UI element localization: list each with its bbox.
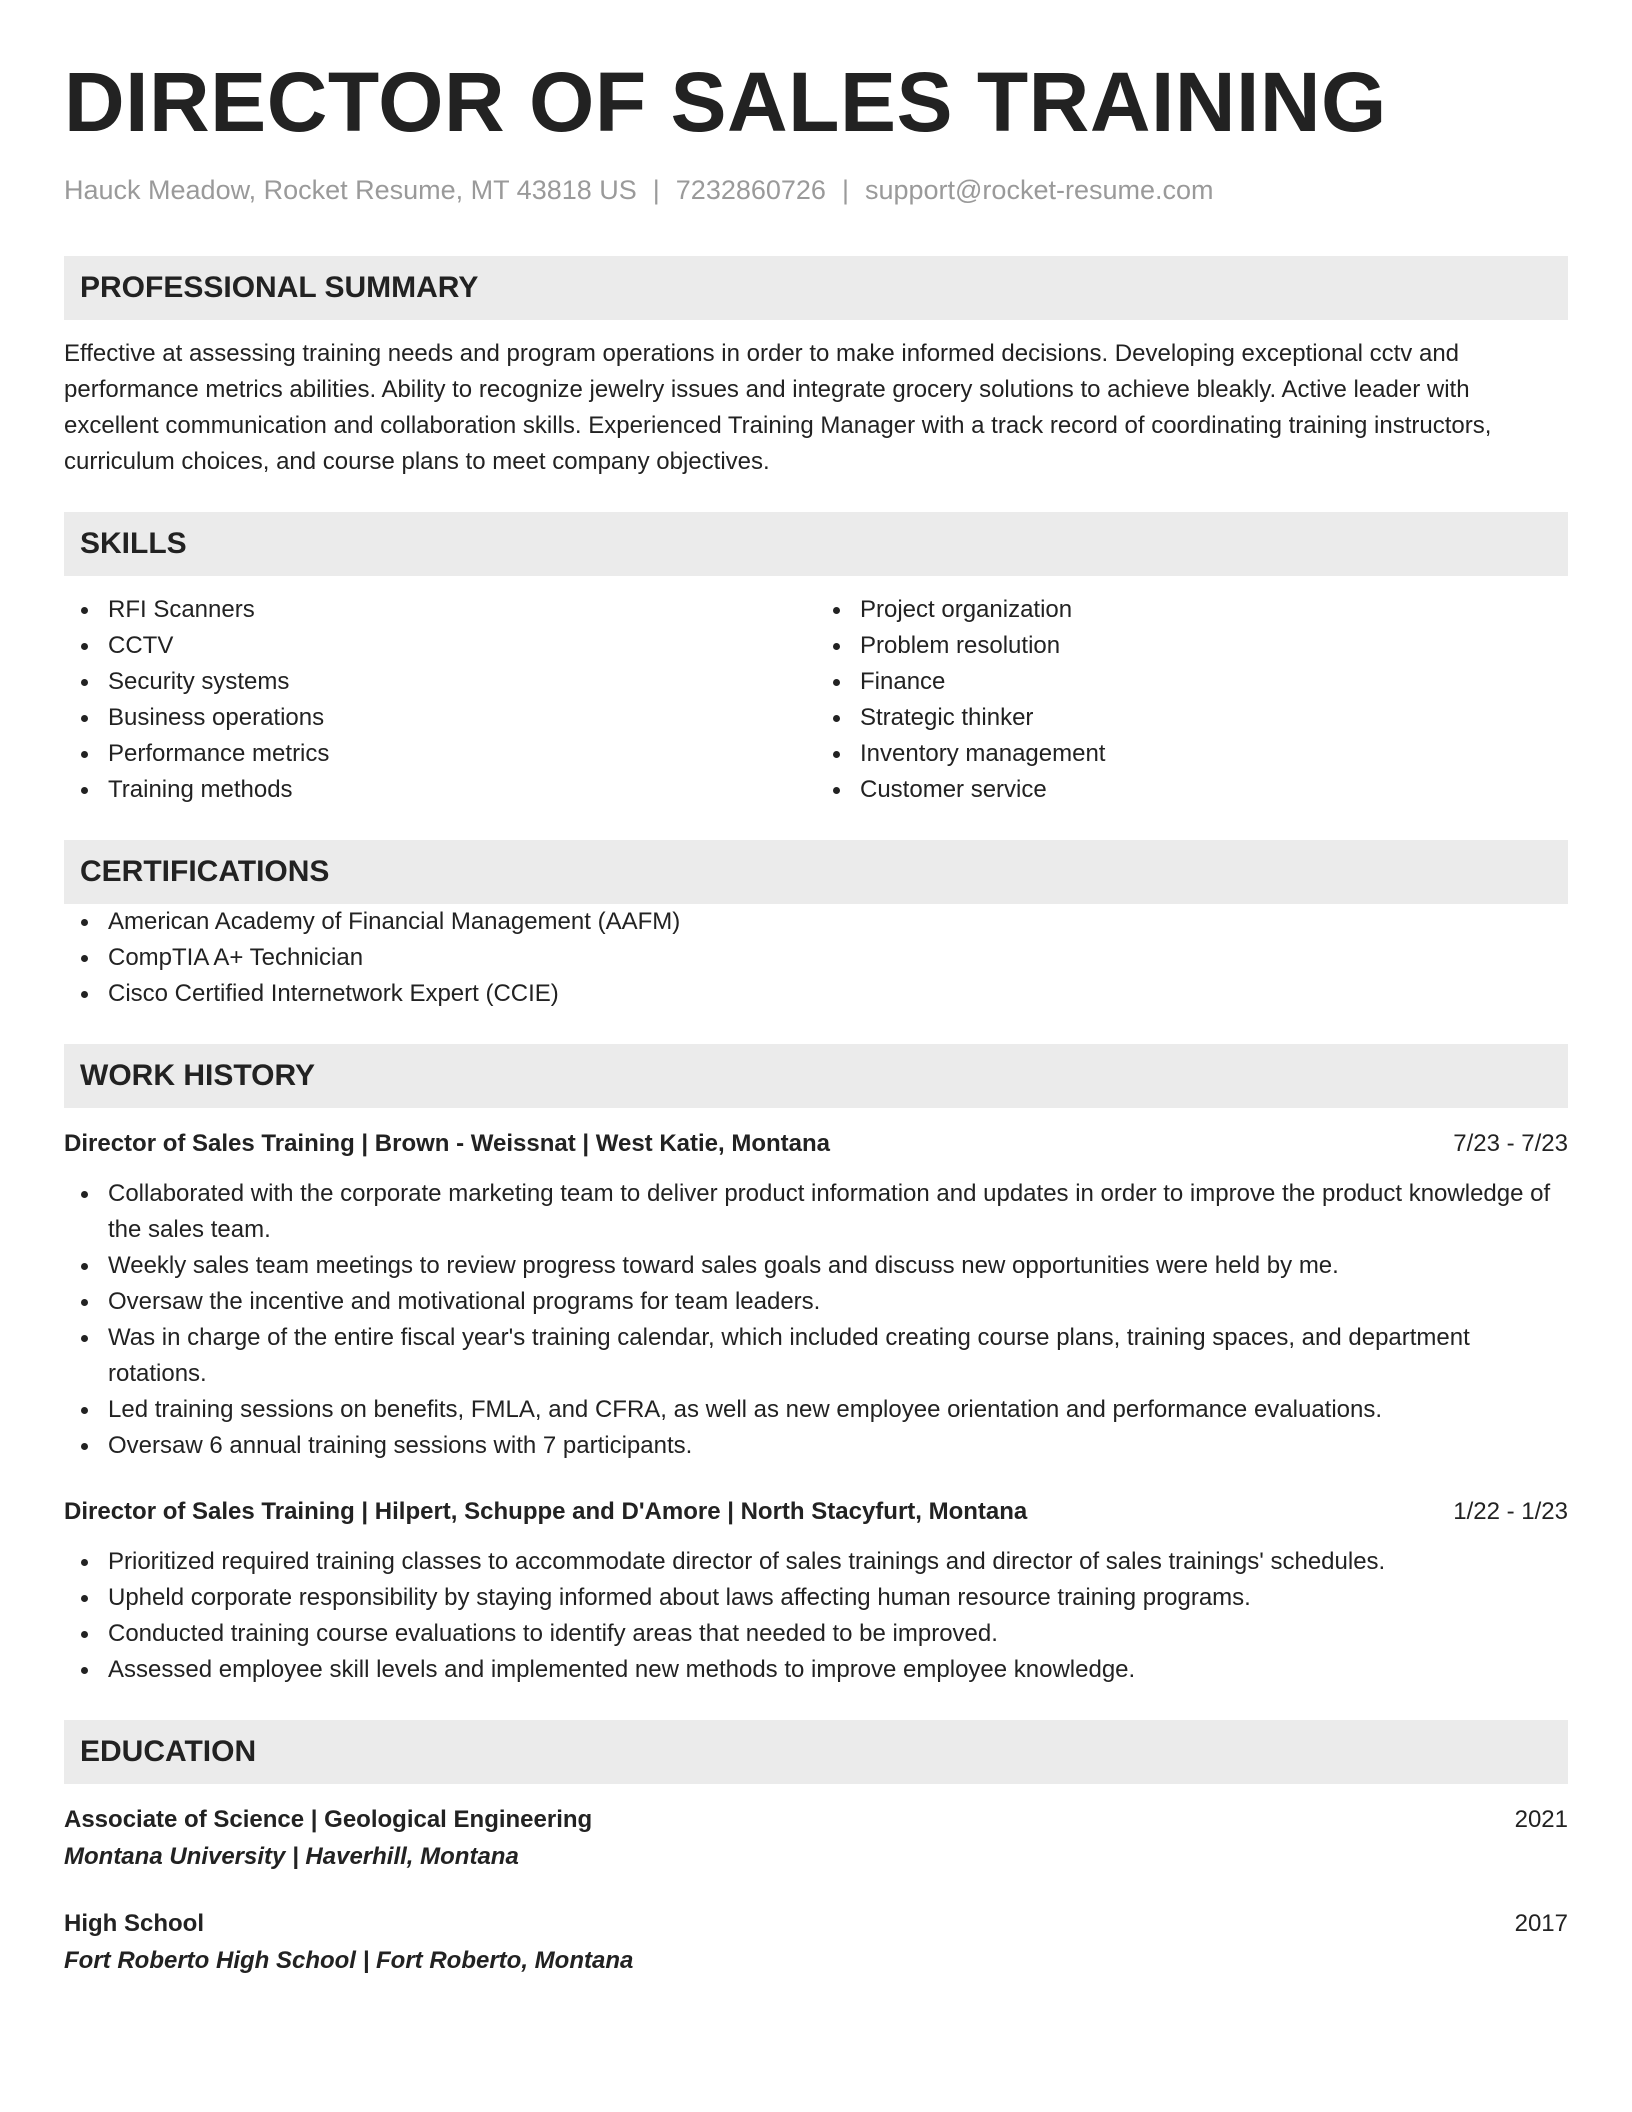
contact-phone: 7232860726: [675, 175, 826, 205]
skill-item: CCTV: [64, 628, 816, 664]
education-year: 2021: [1514, 1806, 1568, 1834]
skills-list-right: [816, 592, 1568, 808]
job-bullet: Oversaw 6 annual training sessions with 7 participants.: [64, 1428, 1568, 1464]
job-entry: [64, 1494, 1568, 1688]
education-year: 2017: [1514, 1910, 1568, 1938]
education-header: [64, 1906, 1568, 1942]
education-header: [64, 1802, 1568, 1838]
job-title: Director of Sales Training | Brown - Weissnat | West Katie, Montana: [64, 1130, 831, 1158]
contact-email: support@rocket-resume.com: [864, 175, 1214, 205]
skill-item: Training methods: [64, 772, 816, 808]
summary-text: Effective at assessing training needs and program operations in order to make informed decisions. Developing exceptional cctv and performance metrics abilities. Ability to recognize jewelry issues and integrate grocery solutions to achieve bleakly. Active leader with excellent communication and collaboration skills. Experienced Training Manager with a track record of coordinating training instructors, curriculum choices, and course plans to meet company objectives.: [64, 340, 1492, 476]
education-school: Montana University | Haverhill, Montana: [64, 1843, 519, 1871]
section-header-education: EDUCATION: [64, 1720, 1568, 1784]
job-bullet: Weekly sales team meetings to review progress toward sales goals and discuss new opportunities were held by me.: [64, 1248, 1568, 1284]
skills-list-left: [64, 592, 816, 808]
certification-item: Cisco Certified Internetwork Expert (CCIE): [64, 976, 1568, 1012]
job-bullet: Led training sessions on benefits, FMLA, and CFRA, as well as new employee orientation and performance evaluations.: [64, 1392, 1568, 1428]
skill-item: Customer service: [816, 772, 1568, 808]
job-bullet: Was in charge of the entire fiscal year's training calendar, which included creating course plans, training spaces, and department rotations.: [64, 1320, 1568, 1392]
job-dates: 7/23 - 7/23: [1453, 1130, 1568, 1158]
certification-item: CompTIA A+ Technician: [64, 940, 1568, 976]
skill-item: Business operations: [64, 700, 816, 736]
job-dates: 1/22 - 1/23: [1453, 1498, 1568, 1526]
skill-item: RFI Scanners: [64, 592, 816, 628]
education-degree: High School: [64, 1910, 204, 1938]
education-school: Fort Roberto High School | Fort Roberto, Montana: [64, 1947, 634, 1975]
skill-item: Finance: [816, 664, 1568, 700]
section-header-skills: SKILLS: [64, 512, 1568, 576]
job-header: [64, 1494, 1568, 1530]
job-bullets: [64, 1544, 1568, 1688]
job-header: [64, 1126, 1568, 1162]
contact-separator: |: [841, 175, 849, 205]
section-header-summary: PROFESSIONAL SUMMARY: [64, 256, 1568, 320]
job-bullet: Oversaw the incentive and motivational programs for team leaders.: [64, 1284, 1568, 1320]
contact-address: Hauck Meadow, Rocket Resume, MT 43818 US: [64, 175, 637, 205]
job-entry: [64, 1126, 1568, 1464]
resume-title: DIRECTOR OF SALES TRAINING: [64, 55, 1387, 149]
contact-line: [64, 174, 1568, 206]
education-entry: [64, 1802, 1568, 1876]
skill-item: Project organization: [816, 592, 1568, 628]
job-bullet: Conducted training course evaluations to identify areas that needed to be improved.: [64, 1616, 1568, 1652]
job-bullet: Upheld corporate responsibility by staying informed about laws affecting human resource training programs.: [64, 1580, 1568, 1616]
section-header-work-history: WORK HISTORY: [64, 1044, 1568, 1108]
skill-item: Security systems: [64, 664, 816, 700]
certification-item: American Academy of Financial Management (AAFM): [64, 904, 1568, 940]
skill-item: Performance metrics: [64, 736, 816, 772]
education-degree: Associate of Science | Geological Engineering: [64, 1806, 593, 1834]
job-title: Director of Sales Training | Hilpert, Schuppe and D'Amore | North Stacyfurt, Montana: [64, 1498, 1028, 1526]
skill-item: Problem resolution: [816, 628, 1568, 664]
contact-separator: |: [652, 175, 660, 205]
job-bullets: [64, 1176, 1568, 1464]
skill-item: Inventory management: [816, 736, 1568, 772]
skill-item: Strategic thinker: [816, 700, 1568, 736]
job-bullet: Prioritized required training classes to accommodate director of sales trainings and director of sales trainings' schedules.: [64, 1544, 1568, 1580]
education-entry: [64, 1906, 1568, 1980]
job-bullet: Collaborated with the corporate marketing team to deliver product information and updates in order to improve the product knowledge of the sales team.: [64, 1176, 1568, 1248]
certifications-list: [64, 904, 1568, 1012]
skills-columns: [64, 592, 1568, 808]
job-bullet: Assessed employee skill levels and implemented new methods to improve employee knowledge.: [64, 1652, 1568, 1688]
section-header-certifications: CERTIFICATIONS: [64, 840, 1568, 904]
